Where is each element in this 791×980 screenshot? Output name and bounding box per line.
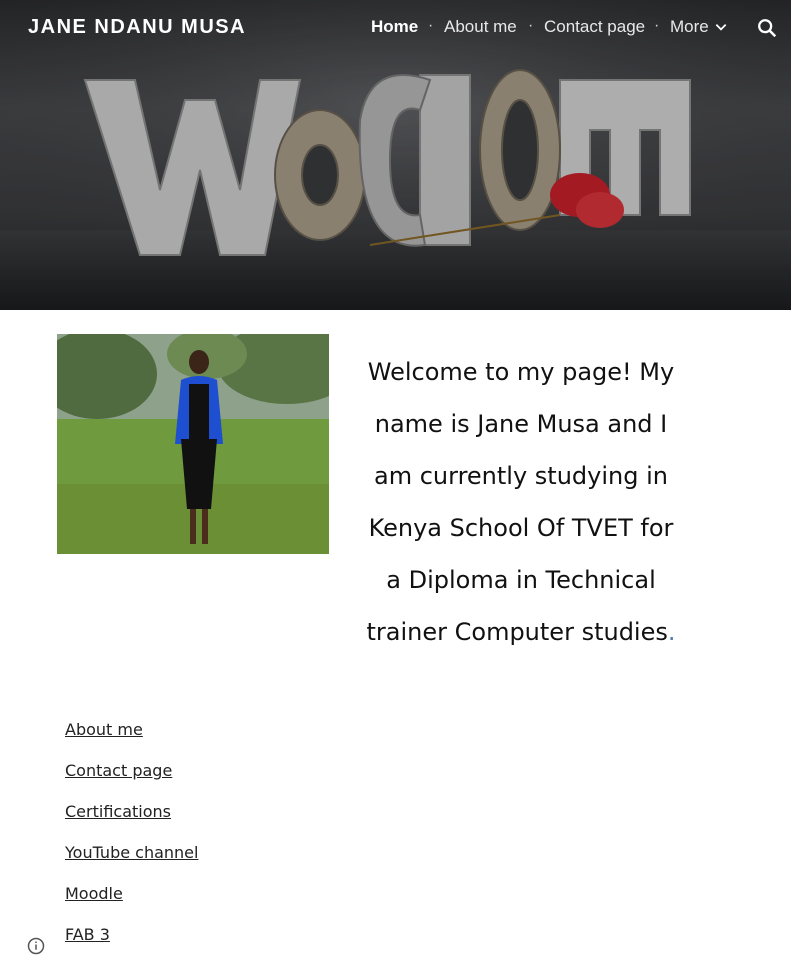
nav-separator: · (654, 17, 660, 34)
link-about-me[interactable]: About me (65, 720, 143, 739)
nav-separator: · (528, 17, 534, 34)
quick-links (65, 718, 198, 964)
link-fab-3[interactable]: FAB 3 (65, 925, 110, 944)
link-certifications[interactable]: Certifications (65, 802, 171, 821)
nav-contact-page[interactable]: Contact page (544, 17, 646, 36)
profile-photo (57, 334, 329, 554)
intro-text (362, 346, 680, 658)
link-moodle[interactable]: Moodle (65, 884, 123, 903)
intro-period: . (667, 618, 676, 646)
hero-banner (0, 0, 791, 310)
nav-home[interactable]: Home (371, 17, 419, 36)
link-youtube-channel[interactable]: YouTube channel (65, 843, 199, 862)
nav-separator: · (428, 17, 434, 34)
info-icon[interactable] (27, 937, 45, 960)
nav-more[interactable]: More (670, 17, 709, 36)
chevron-down-icon[interactable] (714, 20, 728, 39)
intro-body: Welcome to my page! My name is Jane Musa and I am currently studying in Kenya School Of TVET for a Diploma in Technical trainer Computer studies (366, 358, 675, 646)
link-contact-page[interactable]: Contact page (65, 761, 173, 780)
site-title[interactable]: JANE NDANU MUSA (28, 16, 247, 38)
search-icon[interactable] (756, 17, 778, 44)
nav-about-me[interactable]: About me (444, 17, 517, 36)
top-navigation (0, 0, 791, 56)
